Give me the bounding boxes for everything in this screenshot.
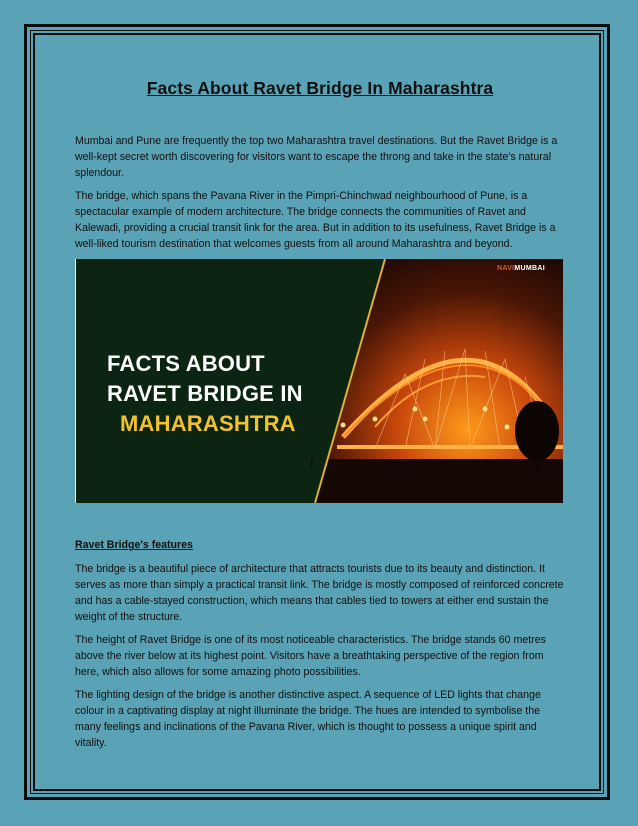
feature-paragraph-1: The bridge is a beautiful piece of architecture that attracts tourists due to its beauty and distinction. It serves as more than simply a practical transit link. The bridge is mostly composed of reinforced concrete and has a cable-stayed construction, which means that cables tied to towers at either end sustain the weight of the structure. xyxy=(75,563,564,623)
section-heading: Ravet Bridge's features xyxy=(75,539,193,551)
hero-title xyxy=(107,349,303,439)
document-body xyxy=(75,78,565,758)
hero-image xyxy=(75,259,563,503)
logo-main: MUMBAI xyxy=(514,265,545,272)
logo-prefix: NAVI xyxy=(497,265,515,272)
intro-paragraph-1: Mumbai and Pune are frequently the top two Maharashtra travel destinations. But the Ravet Bridge is a well-kept secret worth discovering for visitors want to escape the throng and take in the state's natural splendour. xyxy=(75,135,558,179)
hero-line-1: FACTS ABOUT xyxy=(107,351,265,376)
feature-paragraph-3: The lighting design of the bridge is another distinctive aspect. A sequence of LED lights that change colour in a captivating display at night illuminate the bridge. The hues are intended to symbolise the many feelings and inclinations of the Pavana River, which is thought to possess a unique spirit and vitality. xyxy=(75,689,541,749)
navimumbai-logo xyxy=(497,265,545,272)
intro-paragraph-2: The bridge, which spans the Pavana River in the Pimpri-Chinchwad neighbourhood of Pune, is a spectacular example of modern architecture. The bridge connects the communities of Ravet and Kalewadi, providing a crucial transit link for the area. But in addition to its usefulness, Ravet Bridge is a well-liked tourism destination that welcomes guests from all around Maharashtra and beyond. xyxy=(75,190,556,250)
hero-line-3: MAHARASHTRA xyxy=(120,411,296,436)
hero-line-2: RAVET BRIDGE IN xyxy=(107,381,303,406)
feature-paragraph-2: The height of Ravet Bridge is one of its most noticeable characteristics. The bridge stands 60 metres above the river below at its highest point. Visitors have a breathtaking perspective of the region from here, which also allows for some amazing photo possibilities. xyxy=(75,634,546,678)
page-title: Facts About Ravet Bridge In Maharashtra xyxy=(146,78,494,98)
